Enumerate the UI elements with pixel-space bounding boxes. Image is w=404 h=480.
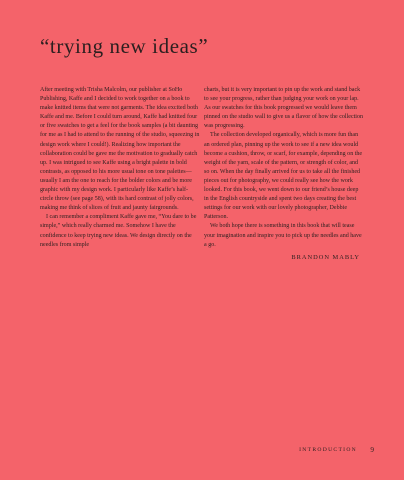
- paragraph: After meeting with Trisha Malcolm, our publisher at SoHo Publishing, Kaffe and I decided to work together on a book to make knitted items that were not garments. The idea excited both Kaffe and me. Before I could turn around, Kaffe had knitted four or five swatches to get a feel for the book samples (a bit daunting for me as I had to attend to the running of the studio, squeezing in design work where I could!). Realizing how important the collaboration could be gave me the motivation to gradually catch up. I was intrigued to see Kaffe using a bright palette in bold contrasts, as opposed to his more usual tone on tone palettes—usually I am the one to reach for the bolder colors and be more graphic with my design work. I particularly like Kaffe’s half-circle throw (see page 58), with its hard contrast of jolly colors, making me think of slices of fruit and jaunty fairgrounds.: [40, 87, 200, 212]
- section-label: INTRODUCTION: [299, 447, 357, 453]
- page-title: “trying new ideas”: [40, 34, 209, 58]
- page-number: 9: [370, 446, 374, 454]
- paragraph: The collection developed organically, which is more fun than an ordered plan, pinning up the work to see if a new idea would become a cushion, throw, or scarf, for example, depending on the weight of the yarn, scale of the pattern, or strength of color, and so on. When the day finally arrived for us to take all the finished pieces out for photography, we could really see how the work looked. For this book, we went down to our friend’s house deep in the English countryside and spent two days creating the best settings for our work with our lovely photographer, Debbie Patterson.: [204, 132, 363, 221]
- page-footer: [0, 447, 404, 457]
- paragraph: We both hope there is something in this book that will tease your imagination and inspire you to pick up the needles and have a go.: [204, 223, 362, 248]
- author-signature: BRANDON MABLY: [291, 253, 360, 261]
- left-column: [40, 86, 200, 250]
- right-column: [204, 86, 364, 261]
- paragraph: I can remember a compliment Kaffe gave me, “You dare to be simple,” which really charmed me. Somehow I have the confidence to keep trying new ideas. We design directly on the needles from simple: [40, 214, 197, 248]
- paragraph: charts, but it is very important to pin up the work and stand back to see your progress, rather than judging your work on your lap. As our swatches for this book progressed we would leave them pinned on the studio wall to give us a flavor of how the collection was progressing.: [204, 87, 364, 130]
